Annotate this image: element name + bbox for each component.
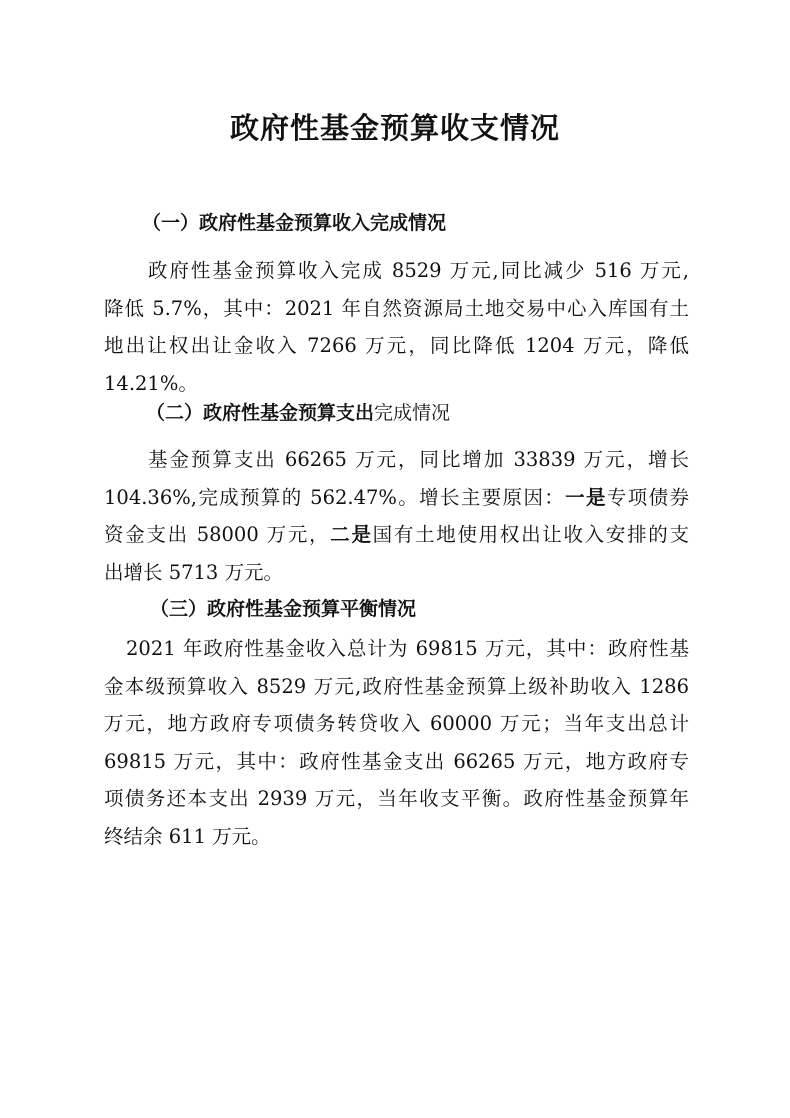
paragraph-line: 终结余 611 万元。 bbox=[104, 824, 271, 848]
paragraph-line: 项债务还本支出 2939 万元，当年收支平衡。政府性基金预算年 bbox=[104, 787, 689, 811]
paragraph-line: 2021 年政府性基金收入总计为 69815 万元，其中：政府性基 bbox=[126, 637, 689, 660]
emphasis-text: 二是 bbox=[330, 523, 373, 547]
paragraph-line: 政府性基金预算收入完成 8529 万元,同比减少 516 万元, bbox=[148, 259, 689, 282]
paragraph-line: 降低 5.7%，其中：2021 年自然资源局土地交易中心入库国有土 bbox=[104, 296, 689, 320]
section-heading-balance: （三）政府性基金预算平衡情况 bbox=[150, 598, 417, 620]
line-text: 104.36%,完成预算的 562.47%。增长主要原因： bbox=[104, 485, 566, 509]
line-text: 资金支出 58000 万元， bbox=[104, 523, 331, 547]
paragraph-line: 万元，地方政府专项债务转贷收入 60000 万元；当年支出总计 bbox=[104, 712, 689, 736]
paragraph-line bbox=[104, 516, 689, 554]
line-text: 专项债券 bbox=[606, 485, 689, 509]
paragraph-line: 地出让权出让金收入 7266 万元，同比降低 1204 万元，降低 bbox=[104, 334, 689, 358]
paragraph-line bbox=[104, 479, 689, 517]
paragraph-line: 14.21%。 bbox=[104, 371, 198, 395]
line-text: 国有土地使用权出让收入安排的支 bbox=[372, 523, 689, 547]
paragraph-line: 金本级预算收入 8529 万元,政府性基金预算上级补助收入 1286 bbox=[104, 674, 689, 698]
paragraph-line: 69815 万元，其中：政府性基金支出 66265 万元，地方政府专 bbox=[104, 749, 689, 773]
section-heading-expenditure bbox=[146, 398, 450, 428]
section-heading-revenue: （一）政府性基金预算收入完成情况 bbox=[142, 212, 447, 234]
section-paragraph-balance bbox=[104, 630, 689, 856]
paragraph-line: 基金预算支出 66265 万元，同比增加 33839 万元，增长 bbox=[148, 448, 689, 471]
page-title: 政府性基金预算收支情况 bbox=[229, 111, 560, 145]
section-paragraph-revenue bbox=[104, 252, 689, 402]
emphasis-text: 一是 bbox=[565, 485, 607, 509]
heading-normal-part: 完成情况 bbox=[374, 402, 451, 424]
heading-bold-part: （二）政府性基金预算支出 bbox=[146, 402, 375, 424]
section-paragraph-expenditure bbox=[104, 441, 689, 591]
paragraph-line: 出增长 5713 万元。 bbox=[104, 560, 284, 584]
